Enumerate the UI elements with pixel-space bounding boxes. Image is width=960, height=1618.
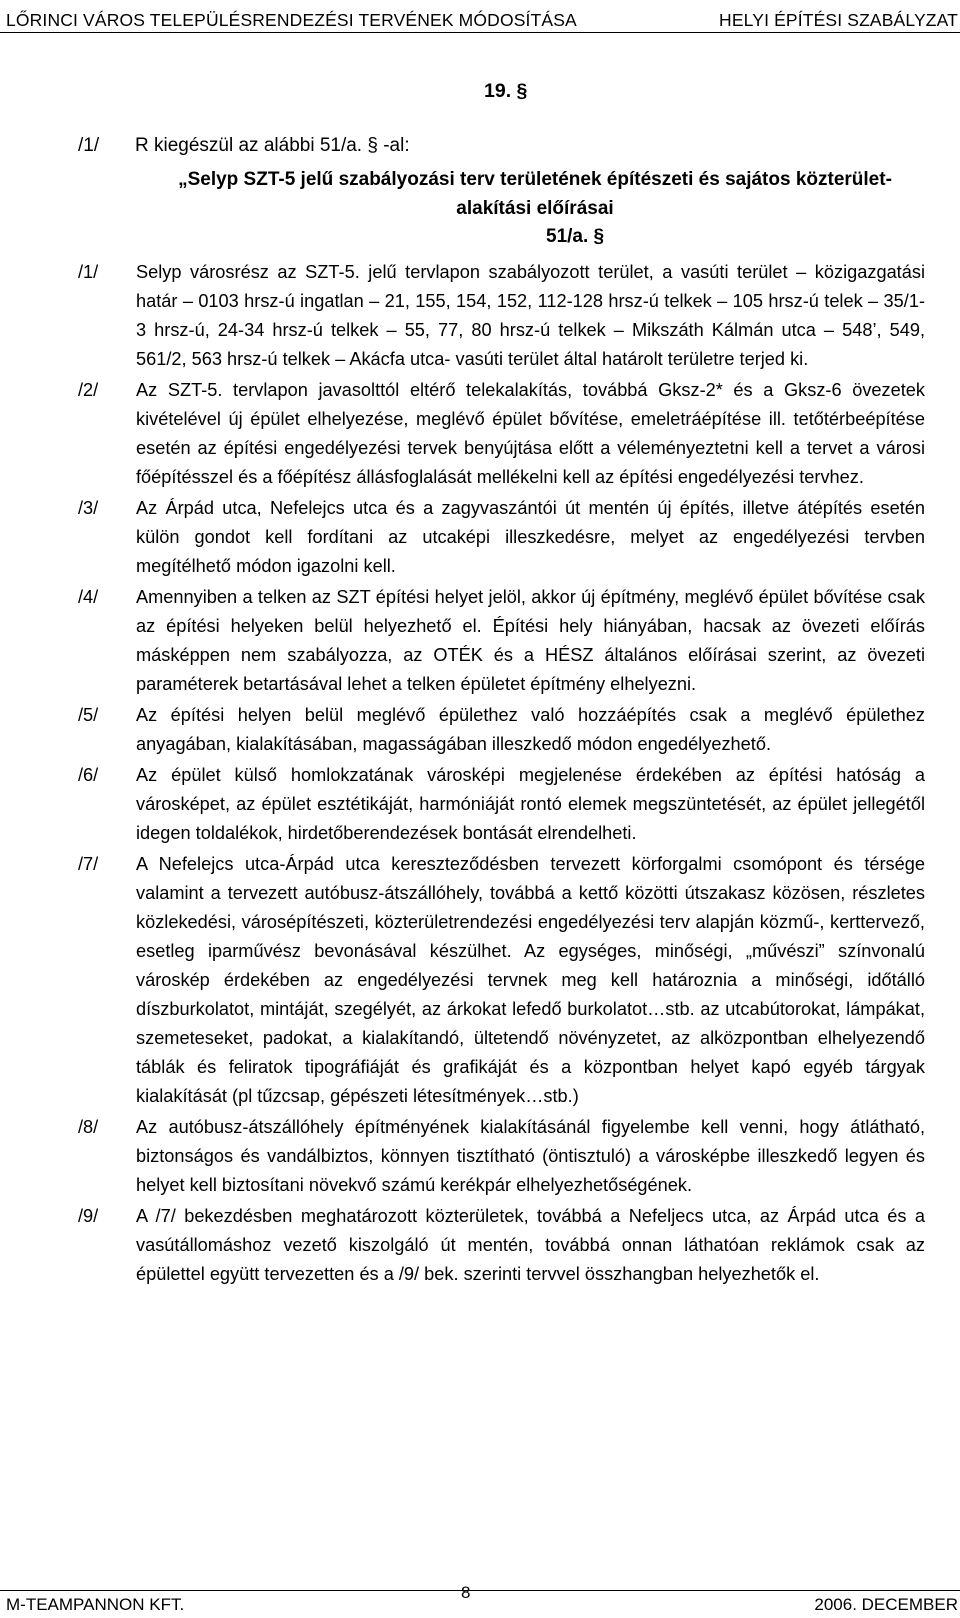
paragraph-text: Selyp városrész az SZT-5. jelű tervlapon szabályozott terület, a vasúti terület – közigazgatási határ – 0103 hrsz-ú ingatlan – 21, 155, 154, 152, 112-128 hrsz-ú telkek – 105 hrsz-ú telek – 35/1-3 hrsz-ú, 24-34 hrsz-ú telkek – 55, 77, 80 hrsz-ú telkek – Mikszáth Kálmán utca – 548’, 549, 561/2, 563 hrsz-ú telkek – Akácfa utca- vasúti terület által határolt területre terjed ki. xyxy=(136,262,925,369)
chapter-title-line-1: „Selyp SZT-5 jelű szabályozási terv területének építészeti és sajátos közterület- xyxy=(178,169,892,190)
paragraph xyxy=(0,494,960,581)
paragraph-text: A Nefelejcs utca-Árpád utca kereszteződésben tervezett körforgalmi csomópont és térsége valamint a tervezett autóbusz-átszállóhely, továbbá a kettő közötti útszakasz közösen, részletes közlekedési, városépítészeti, közterületrendezési engedélyezési terv alapján közmű-, kerttervező, esetleg iparművész bevonásával készülhet. Az egységes, minőségi, „művészi” színvonalú városkép érdekében az engedélyezési tervnek meg kell határoznia a minőségi, időtálló díszburkolatot, mintáját, szegélyét, az árkokat lefedő burkolatot…stb. az utcabútorokat, lámpákat, szemeteseket, padokat, a kialakítandó, ültetendő növényzetet, az alközpontban elhelyezendő táblák és feliratok tipográfiáját és grafikáját és a központban helyet kapó egyéb tárgyak kialakítását (pl tűzcsap, gépészeti létesítmények…stb.) xyxy=(136,854,925,1106)
header-document-title: LŐRINCI VÁROS TELEPÜLÉSRENDEZÉSI TERVÉNEK MÓDOSÍTÁSA xyxy=(6,10,577,30)
paragraph-text: Az Árpád utca, Nefelejcs utca és a zagyvaszántói út mentén új építés, illetve átépítés esetén külön gondot kell fordítani az utcaképi illeszkedésre, melyet az engedélyezési tervben megítélhető módon igazolni kell. xyxy=(136,498,925,576)
paragraph xyxy=(0,761,960,848)
paragraph xyxy=(0,850,960,1111)
paragraph-text: Az épület külső homlokzatának városképi megjelenése érdekében az építési hatóság a városképet, az épület esztétikáját, harmóniáját rontó elemek megszüntetését, az épület jellegétől idegen toldalékok, hirdetőberendezések bontását elrendelheti. xyxy=(136,765,925,843)
chapter-section-number: 51/a. § xyxy=(546,226,605,247)
document-body xyxy=(0,258,960,1291)
chapter-title-line-2: alakítási előírásai xyxy=(456,198,614,219)
paragraph-number: /6/ xyxy=(78,765,99,785)
chapter-title xyxy=(135,165,935,223)
paragraph xyxy=(0,701,960,759)
header-section-title: HELYI ÉPÍTÉSI SZABÁLYZAT xyxy=(719,10,958,30)
paragraph-number: /8/ xyxy=(78,1117,99,1137)
paragraph-number: /1/ xyxy=(78,262,99,282)
paragraph-text: Az SZT-5. tervlapon javasolttól eltérő telekalakítás, továbbá Gksz-2* és a Gksz-6 övezetek kivételével új épület elhelyezése, meglévő épület bővítése, emeletráépítése ill. tetőtérbeépítése esetén az építési engedélyezési tervek benyújtása előtt a véleményeztetni kell a tervet a városi főépítésszel és a főépítész állásfoglalását mellékelni kell az építési engedélyezési tervhez. xyxy=(136,380,925,487)
amendment-number: /1/ xyxy=(78,135,100,156)
paragraph-number: /7/ xyxy=(78,854,99,874)
footer-page-number: 8 xyxy=(461,1583,471,1602)
paragraph xyxy=(0,376,960,492)
section-number: 19. § xyxy=(484,80,528,102)
paragraph-number: /5/ xyxy=(78,705,99,725)
paragraph-number: /2/ xyxy=(78,380,99,400)
paragraph-text: Az autóbusz-átszállóhely építményének kialakításánál figyelembe kell venni, hogy átlátható, biztonságos és vandálbiztos, könnyen tisztítható (öntisztuló) a városképbe illeszkedő legyen és helyet kell biztosítani növekvő számú kerékpár elhelyezhetőségének. xyxy=(136,1117,925,1195)
paragraph-number: /9/ xyxy=(78,1206,99,1226)
paragraph-text: Amennyiben a telken az SZT építési helyet jelöl, akkor új építmény, meglévő épület bővítése csak az építési helyeken belül helyezhető el. Építési hely hiányában, hacsak az övezeti előírás másképpen nem szabályozza, az OTÉK és a HÉSZ általános előírásai szerint, az övezeti paraméterek betartásával lehet a telken épületet építmény elhelyezni. xyxy=(136,587,925,694)
footer-company: M-TEAMPANNON KFT. xyxy=(6,1595,185,1614)
amendment-text: R kiegészül az alábbi 51/a. § -al: xyxy=(135,135,410,156)
paragraph-text: A /7/ bekezdésben meghatározott közterületek, továbbá a Nefeljecs utca, az Árpád utca és a vasútállomáshoz vezető kiszolgáló út mentén, továbbá onnan láthatóan reklámok csak az épülettel együtt tervezetten és a /9/ bek. szerinti tervvel összhangban helyezhetők el. xyxy=(136,1206,925,1284)
footer-date: 2006. DECEMBER xyxy=(814,1595,958,1614)
paragraph xyxy=(0,1113,960,1200)
paragraph-number: /4/ xyxy=(78,587,99,607)
paragraph-text: Az építési helyen belül meglévő épülethez való hozzáépítés csak a meglévő épülethez anyagában, kialakításában, magasságában illeszkedő módon engedélyezhető. xyxy=(136,705,925,754)
page-header xyxy=(0,4,960,33)
paragraph xyxy=(0,1202,960,1289)
page-footer xyxy=(0,1583,960,1618)
paragraph-number: /3/ xyxy=(78,498,99,518)
paragraph xyxy=(0,583,960,699)
paragraph xyxy=(0,258,960,374)
